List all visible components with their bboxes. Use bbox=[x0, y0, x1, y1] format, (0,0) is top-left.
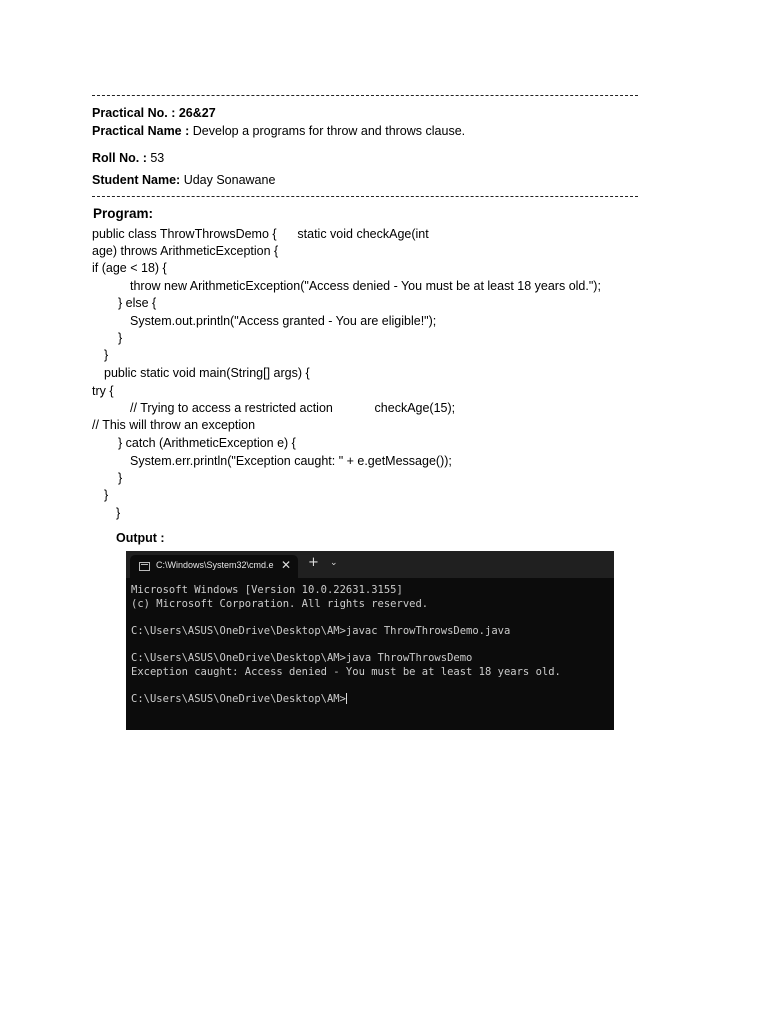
close-icon[interactable]: ✕ bbox=[281, 558, 292, 572]
code-line: // This will throw an exception bbox=[92, 418, 256, 432]
terminal-line: C:\Users\ASUS\OneDrive\Desktop\AM>javac ThrowThrowsDemo.java bbox=[131, 625, 511, 637]
terminal-tab[interactable] bbox=[130, 555, 298, 578]
bottom-divider bbox=[92, 196, 638, 197]
roll-no-value: 53 bbox=[150, 151, 165, 165]
top-divider bbox=[92, 95, 638, 96]
practical-name-value: Develop a programs for throw and throws clause. bbox=[192, 124, 466, 138]
terminal-screenshot bbox=[126, 551, 614, 730]
student-name-row bbox=[92, 172, 275, 188]
code-line: System.err.println("Exception caught: " + e.getMessage()); bbox=[130, 454, 452, 468]
program-title: Program: bbox=[93, 206, 154, 221]
code-line: } bbox=[104, 348, 109, 362]
code-line: try { bbox=[92, 384, 114, 398]
practical-no-label: Practical No. : bbox=[92, 106, 176, 120]
code-line: age) throws ArithmeticException { bbox=[92, 244, 279, 258]
roll-no-label: Roll No. : bbox=[92, 151, 147, 165]
code-line: // Trying to access a restricted action checkAge(15); bbox=[130, 401, 456, 415]
practical-no-value: 26&27 bbox=[178, 106, 216, 120]
code-line: } bbox=[104, 488, 109, 502]
terminal-line: Exception caught: Access denied - You must be at least 18 years old. bbox=[131, 666, 561, 678]
output-label: Output : bbox=[116, 531, 165, 545]
code-line: System.out.println("Access granted - You are eligible!"); bbox=[130, 314, 437, 328]
practical-name-row bbox=[92, 123, 465, 139]
code-line: if (age < 18) { bbox=[92, 261, 167, 275]
terminal-line: C:\Users\ASUS\OneDrive\Desktop\AM>java ThrowThrowsDemo bbox=[131, 652, 473, 664]
terminal-line: Microsoft Windows [Version 10.0.22631.3155] bbox=[131, 584, 403, 596]
code-line: } bbox=[118, 471, 123, 485]
code-line: } else { bbox=[118, 296, 157, 310]
roll-no-row bbox=[92, 150, 164, 166]
new-tab-icon[interactable]: + bbox=[308, 555, 319, 570]
cmd-icon bbox=[139, 562, 150, 571]
practical-name-label: Practical Name : bbox=[92, 124, 190, 138]
chevron-down-icon[interactable]: ⌄ bbox=[330, 558, 338, 568]
code-line: public static void main(String[] args) { bbox=[104, 366, 310, 380]
code-line: } bbox=[116, 506, 121, 520]
text-cursor bbox=[346, 693, 347, 704]
terminal-prompt: C:\Users\ASUS\OneDrive\Desktop\AM> bbox=[131, 693, 346, 705]
code-line: } catch (ArithmeticException e) { bbox=[118, 436, 296, 450]
student-name-value: Uday Sonawane bbox=[183, 173, 276, 187]
code-line: throw new ArithmeticException("Access denied - You must be at least 18 years old."); bbox=[130, 279, 601, 293]
student-name-label: Student Name: bbox=[92, 173, 181, 187]
code-line: public class ThrowThrowsDemo { static void checkAge(int bbox=[92, 227, 429, 241]
terminal-line: (c) Microsoft Corporation. All rights reserved. bbox=[131, 598, 429, 610]
terminal-tab-title: C:\Windows\System32\cmd.e bbox=[156, 560, 274, 570]
terminal-tab-bar bbox=[126, 551, 614, 578]
practical-no-row bbox=[92, 105, 216, 121]
terminal-prompt-line[interactable] bbox=[131, 693, 347, 706]
code-line: } bbox=[118, 331, 123, 345]
